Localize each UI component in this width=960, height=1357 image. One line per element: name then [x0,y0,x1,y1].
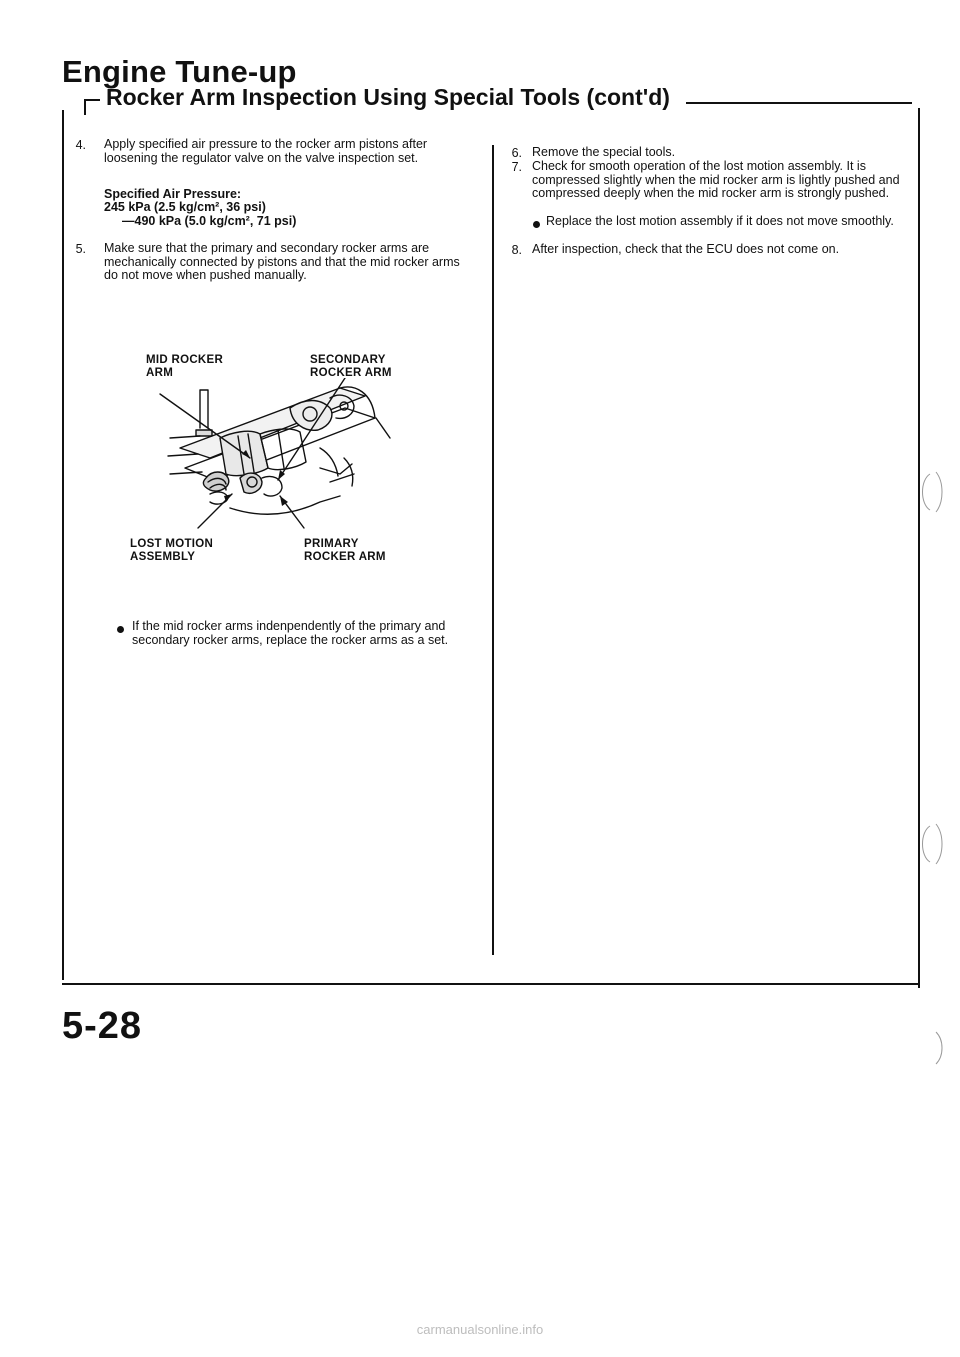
figure-label-lost-motion-assembly [130,538,213,563]
figure-label-secondary-rocker-arm [310,354,392,379]
figure-label-mid-rocker-arm-line2: ARM [146,366,174,379]
rocker-arm-illustration [140,378,420,538]
page-title: Engine Tune-up [62,54,297,89]
spec-value-min: 245 kPa (2.5 kg/cm², 36 psi) [104,200,266,214]
step-6-number: 6. [511,146,522,160]
figure-label-primary-line2: ROCKER ARM [304,550,386,563]
section-rule-left-tick [84,99,100,101]
binder-hole-mark [916,1028,946,1068]
step-7-text: Check for smooth operation of the lost motion assembly. It is compressed slightly when the mid rocker arm is lightly pushed and compressed deeply when the mid rocker arm is strongly pushed. [532,159,900,201]
figure-label-secondary-line2: ROCKER ARM [310,366,392,379]
step-4-text: Apply specified air pressure to the rocker arm pistons after loosening the regulator valve on the valve inspection set. [104,137,428,165]
step-5-number: 5. [75,242,86,256]
figure-label-mid-rocker-arm-line1: MID ROCKER [146,354,224,366]
figure-label-primary-rocker-arm [304,538,386,563]
binder-hole-mark [916,468,946,518]
figure-label-lost-motion-line1: LOST MOTION [130,538,214,550]
step-5-text: Make sure that the primary and secondary rocker arms are mechanically connected by pistons and that the mid rocker arms do not move when pushed manually. [104,241,460,283]
step-7-bullet [533,221,540,228]
binder-hole-mark [916,820,946,870]
frame-bottom-line [62,983,920,985]
figure-label-secondary-line1: SECONDARY [310,354,386,366]
spec-label: Specified Air Pressure: [104,187,242,201]
section-subtitle: Rocker Arm Inspection Using Special Tools (cont'd) [106,84,670,110]
step-8-text: After inspection, check that the ECU does not come on. [532,242,840,256]
column-divider [492,145,494,955]
step-8-number: 8. [511,243,522,257]
figure-label-mid-rocker-arm [146,354,223,379]
step-4-number: 4. [75,138,86,152]
note-text: If the mid rocker arms indenpendently of the primary and secondary rocker arms, replace the rocker arms as a set. [132,619,449,647]
note-bullet [117,626,124,633]
figure-label-lost-motion-line2: ASSEMBLY [130,550,196,563]
frame-left-line [62,110,64,980]
spec-value-max: —490 kPa (5.0 kg/cm², 71 psi) [122,214,297,228]
figure-label-primary-line1: PRIMARY [304,538,359,550]
section-rule-left-drop [84,99,86,115]
footer-watermark[interactable]: carmanualsonline.info [416,1322,544,1337]
section-rule-right [686,102,912,104]
step-6-text: Remove the special tools. [532,145,676,159]
step-7-number: 7. [511,160,522,174]
page-number: 5-28 [62,1005,143,1047]
step-7-bullet-text: Replace the lost motion assembly if it does not move smoothly. [546,214,894,228]
